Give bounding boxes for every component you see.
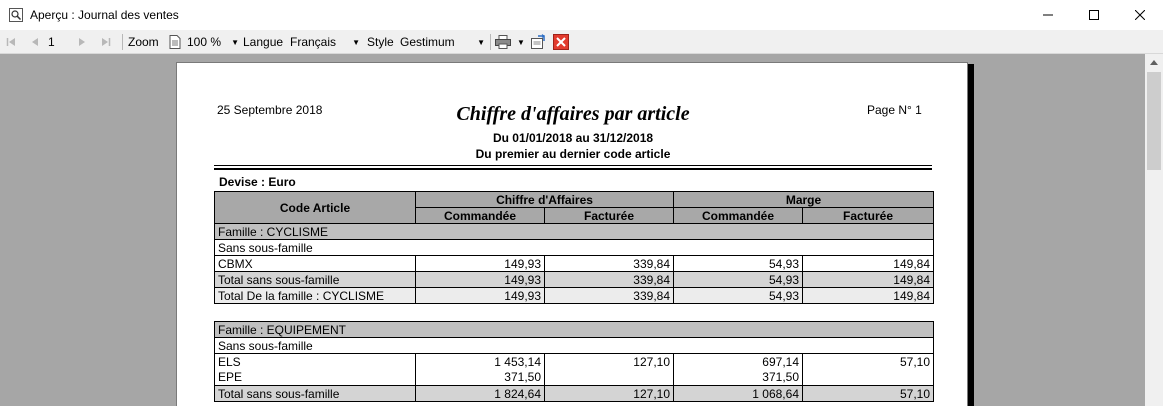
- maximize-button[interactable]: [1071, 0, 1117, 30]
- next-page-button[interactable]: [78, 30, 86, 54]
- subtotal-row: [215, 386, 934, 402]
- header-code: Code Article: [215, 192, 416, 224]
- subtotal-label: Total sans sous-famille: [215, 386, 416, 402]
- marge-commandee: 54,93: [674, 272, 803, 288]
- minimize-button[interactable]: [1025, 0, 1071, 30]
- scroll-up-button[interactable]: [1145, 54, 1163, 71]
- vertical-scrollbar[interactable]: [1145, 54, 1163, 406]
- article-code: EPE: [215, 370, 416, 386]
- close-preview-icon: [553, 34, 569, 50]
- header-marge: Marge: [674, 192, 934, 208]
- page-icon: [169, 35, 181, 49]
- subfamily-name: Sans sous-famille: [215, 240, 934, 256]
- previous-page-icon: [31, 37, 39, 47]
- page-number-value: 1: [48, 35, 55, 49]
- family-total-label: Total De la famille : CYCLISME: [215, 288, 416, 304]
- close-preview-button[interactable]: [553, 30, 569, 54]
- family-total-row: [215, 288, 934, 304]
- title-bar: [0, 0, 1163, 30]
- header-marge-facturee: Facturée: [803, 208, 934, 224]
- header-ca-commandee: Commandée: [416, 208, 545, 224]
- family-name: Famille : CYCLISME: [215, 224, 934, 240]
- marge-facturee: 149,84: [803, 288, 934, 304]
- ca-facturee: 339,84: [545, 256, 674, 272]
- window-title: Aperçu : Journal des ventes: [30, 8, 179, 22]
- marge-facturee: 149,84: [803, 256, 934, 272]
- scroll-up-icon: [1150, 60, 1158, 65]
- table-row: [215, 370, 934, 386]
- report-table: [214, 321, 934, 402]
- header-marge-commandee: Commandée: [674, 208, 803, 224]
- last-page-button[interactable]: [101, 30, 111, 54]
- language-value: Français: [290, 35, 337, 49]
- page-number-input[interactable]: [48, 30, 70, 54]
- marge-commandee: 371,50: [674, 370, 803, 386]
- article-code: ELS: [215, 354, 416, 370]
- report-date: 25 Septembre 2018: [217, 103, 323, 117]
- zoom-dropdown-icon: ▼: [231, 37, 239, 47]
- subtotal-row: [215, 272, 934, 288]
- minimize-icon: [1043, 10, 1053, 20]
- marge-facturee: 57,10: [803, 386, 934, 402]
- ca-commandee: 1 824,64: [416, 386, 545, 402]
- first-page-button[interactable]: [6, 30, 16, 54]
- printer-icon: [495, 35, 511, 49]
- table-row: [215, 256, 934, 272]
- next-page-icon: [78, 37, 86, 47]
- marge-commandee: 697,14: [674, 354, 803, 370]
- report-range: Du premier au dernier code article: [475, 147, 671, 161]
- article-code: CBMX: [215, 256, 416, 272]
- maximize-icon: [1089, 10, 1099, 20]
- ca-commandee: 149,93: [416, 256, 545, 272]
- style-select[interactable]: [400, 30, 485, 54]
- page-icon-wrap: [169, 30, 181, 54]
- ca-facturee: [545, 370, 674, 386]
- report-divider: [214, 168, 932, 170]
- table-row: [215, 354, 934, 370]
- marge-commandee: 54,93: [674, 256, 803, 272]
- language-label: Langue: [243, 35, 284, 49]
- language-select[interactable]: [290, 30, 360, 54]
- ca-facturee: 127,10: [545, 386, 674, 402]
- report-period: Du 01/01/2018 au 31/12/2018: [492, 131, 654, 145]
- subtotal-label: Total sans sous-famille: [215, 272, 416, 288]
- marge-facturee: [803, 370, 934, 386]
- zoom-value: 100 %: [187, 35, 222, 49]
- family-row: [215, 224, 934, 240]
- ca-commandee: 149,93: [416, 288, 545, 304]
- subfamily-row: [215, 240, 934, 256]
- preview-area: [0, 54, 1145, 406]
- report-currency: Devise : Euro: [219, 175, 296, 189]
- header-ca-facturee: Facturée: [545, 208, 674, 224]
- toolbar: [0, 30, 1163, 54]
- scroll-thumb[interactable]: [1147, 72, 1161, 170]
- marge-commandee: 54,93: [674, 288, 803, 304]
- subfamily-name: Sans sous-famille: [215, 338, 934, 354]
- print-dropdown-icon: ▼: [517, 37, 525, 47]
- marge-facturee: 57,10: [803, 354, 934, 370]
- ca-commandee: 1 453,14: [416, 354, 545, 370]
- export-icon: [530, 34, 546, 50]
- style-dropdown-icon: ▼: [477, 37, 485, 47]
- style-value: Gestimum: [400, 35, 455, 49]
- export-button[interactable]: [530, 30, 546, 54]
- family-row: [215, 322, 934, 338]
- ca-facturee: 339,84: [545, 272, 674, 288]
- close-button[interactable]: [1117, 0, 1163, 30]
- last-page-icon: [101, 37, 111, 47]
- report-table: [214, 191, 934, 304]
- ca-facturee: 339,84: [545, 288, 674, 304]
- preview-icon: [9, 8, 23, 22]
- first-page-icon: [6, 37, 16, 47]
- header-ca: Chiffre d'Affaires: [416, 192, 674, 208]
- subfamily-row: [215, 338, 934, 354]
- report-divider: [214, 165, 932, 166]
- toolbar-separator: [122, 34, 123, 50]
- close-icon: [1135, 10, 1145, 20]
- report-page: [176, 62, 968, 406]
- marge-facturee: 149,84: [803, 272, 934, 288]
- ca-commandee: 371,50: [416, 370, 545, 386]
- ca-commandee: 149,93: [416, 272, 545, 288]
- family-name: Famille : EQUIPEMENT: [215, 322, 934, 338]
- style-label: Style: [367, 35, 394, 49]
- toolbar-separator: [490, 34, 491, 50]
- zoom-label: Zoom: [128, 35, 159, 49]
- zoom-select[interactable]: [187, 30, 239, 54]
- language-dropdown-icon: ▼: [352, 37, 360, 47]
- report-title: Chiffre d'affaires par article: [456, 103, 690, 125]
- ca-facturee: 127,10: [545, 354, 674, 370]
- marge-commandee: 1 068,64: [674, 386, 803, 402]
- print-button[interactable]: [495, 30, 525, 54]
- report-page-number: Page N° 1: [867, 103, 922, 117]
- previous-page-button[interactable]: [31, 30, 39, 54]
